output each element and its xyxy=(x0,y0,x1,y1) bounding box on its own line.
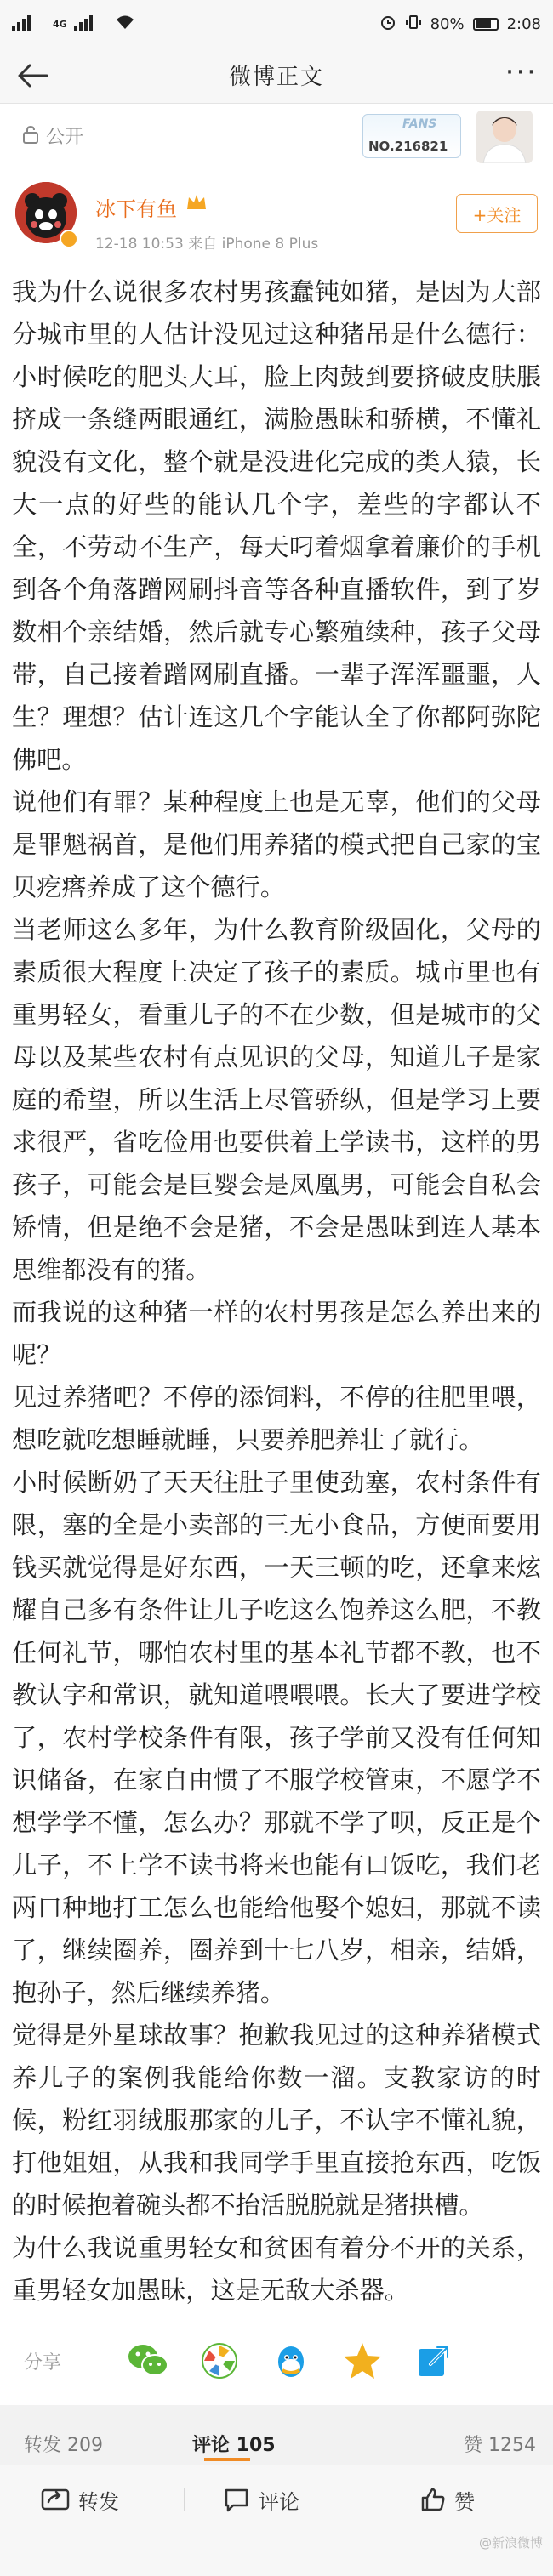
tab-like[interactable]: 赞 1254 xyxy=(464,2435,536,2456)
back-arrow-icon xyxy=(16,63,50,88)
article-paragraph: 觉得是外星球故事？抱歉我见过的这种养猪模式养儿子的案例我能给你数一溜。支教家访的时候，粉红羽绒服那家的儿子，不认字不懂礼貌，打他姐姐，从我和我同学手里直接抢东西，吃饭的时候抱着碗头都不抬活脱脱就是猪拱槽。 xyxy=(12,2021,541,2220)
article-paragraph: 见过养猪吧？不停的添饲料，不停的往肥里喂，想吃就吃想睡就睡，只要养肥养壮了就行。 xyxy=(12,1383,541,1454)
comment-button[interactable] xyxy=(223,2484,299,2515)
share-label: 分享 xyxy=(24,2351,62,2374)
article-paragraph: 我为什么说很多农村男孩蠢钝如猪，是因为大部分城市里的人估计没见过这种猪吊是什么德行：小时候吃的肥头大耳，脸上肉鼓到要挤破皮肤脹挤成一条缝两眼通红，满脸愚昧和骄横，不懂礼貌没有文化，整个就是没进化完成的类人猿，长大一点的好些的能认几个字，差些的字都认不全，不劳动不生产，每天叼着烟拿着廉价的手机到各个角落蹭网刷抖音等各种直播软件，到了岁数相个亲结婚，然后就专心繁殖续种，孩子父母带，自己接着蹭网刷直播。一辈子浑浑噩噩，人生？理想？估计连这几个字能认全了你都阿弥陀佛吧。 xyxy=(12,277,541,774)
repost-label: 转发 xyxy=(78,2489,119,2514)
status-bar-right xyxy=(379,14,541,35)
share-more-button[interactable] xyxy=(398,2335,470,2386)
verified-badge-icon xyxy=(60,230,78,252)
article-paragraph: 当老师这么多年，为什么教育阶级固化，父母的素质很大程度上决定了孩子的素质。城市里也有重男轻女，看重儿子的不在少数，但是城市的父母以及某些农村有点见识的父母，知道儿子是家庭的希望，所以生活上尽管骄纵，但是学习上要求很严，省吃俭用也要供着上学读书，这样的男孩子，可能会是巨婴会是凤凰男，可能会自私会矫情，但是绝不会是猪，不会是愚昧到连人基本思维都没有的猪。 xyxy=(12,915,541,1284)
network-type-label: 4G xyxy=(53,18,67,30)
bottom-action-bar xyxy=(0,2465,553,2576)
tab-repost[interactable]: 转发 209 xyxy=(24,2435,103,2456)
like-button[interactable] xyxy=(420,2484,475,2515)
fans-badge[interactable] xyxy=(362,114,461,158)
article-paragraph: 小时候断奶了天天往肚子里使劲塞，农村条件有限，塞的全是小卖部的三无小食品，方便面要用钱买就觉得是好东西，一天三顿的吃，还拿来炫耀自己多有条件让儿子吃这么饱养这么肥，不教任何礼节，哪怕农村里的基本礼节都不教，也不教认字和常识，就知道喂喂喂。长大了要进学校了，农村学校条件有限，孩子学前又没有任何知识储备，在家自由惯了不服学校管束，不愿学不想学学不懂，怎么办？那就不学了呗，反正是个儿子，不上学不读书将来也能有口饭吃，我们老两口种地打工怎么也能给他娶个媳妇，那就不读了，继续圈养，圈养到十七八岁，相亲，结婚，抱孙子，然后继续养猪。 xyxy=(12,1468,541,2007)
repost-icon xyxy=(41,2487,70,2512)
interaction-tabs xyxy=(0,2405,553,2465)
like-label: 赞 xyxy=(454,2489,475,2514)
back-button[interactable] xyxy=(15,60,51,91)
moments-share-button[interactable] xyxy=(184,2335,255,2386)
article-paragraph: 为什么我说重男轻女和贫困有着分不开的关系，重男轻女加愚昧，这是无敌大杀器。 xyxy=(12,2233,541,2305)
article-paragraph: 而我说的这种猪一样的农村男孩是怎么养出来的呢？ xyxy=(12,1298,541,1369)
lock-icon xyxy=(22,125,39,147)
watermark: @新浪微博 xyxy=(478,2535,543,2550)
comment-label: 评论 xyxy=(259,2489,299,2514)
visibility-label: 公开 xyxy=(46,127,84,148)
visibility-bar xyxy=(0,104,553,168)
fans-badge-title: FANS xyxy=(402,117,437,131)
member-crown-icon xyxy=(185,192,208,213)
author-row xyxy=(0,168,553,267)
divider xyxy=(184,2488,185,2511)
article-body xyxy=(12,270,541,2312)
nav-bar xyxy=(0,48,553,104)
alarm-icon xyxy=(379,14,396,35)
signal-icon xyxy=(12,14,46,35)
fans-badge-avatar xyxy=(476,111,533,163)
follow-button[interactable]: +关注 xyxy=(456,194,538,233)
article-paragraph: 说他们有罪？某种程度上也是无辜，他们的父母是罪魁祸首，是他们用养猪的模式把自己家的宝贝疙瘩养成了这个德行。 xyxy=(12,788,541,901)
fans-badge-number: NO.216821 xyxy=(368,139,448,154)
vibrate-icon xyxy=(405,14,422,35)
qq-share-button[interactable] xyxy=(255,2335,327,2386)
repost-button[interactable] xyxy=(41,2484,119,2515)
battery-icon xyxy=(473,18,499,31)
moments-icon xyxy=(201,2342,238,2380)
author-name[interactable]: 冰下有鱼 xyxy=(95,197,177,221)
page-title: 微博正文 xyxy=(228,65,324,90)
favorite-button[interactable] xyxy=(327,2335,398,2386)
status-bar xyxy=(0,0,553,48)
qq-icon xyxy=(272,2341,310,2380)
active-tab-indicator xyxy=(204,2458,250,2461)
star-icon xyxy=(342,2341,383,2380)
wechat-share-button[interactable] xyxy=(112,2335,184,2386)
more-options-button[interactable]: ··· xyxy=(505,55,538,89)
share-external-icon xyxy=(415,2342,453,2380)
share-bar xyxy=(0,2327,553,2395)
wechat-icon xyxy=(126,2341,170,2380)
tab-comment[interactable]: 评论 105 xyxy=(192,2435,276,2456)
status-bar-left xyxy=(12,14,135,35)
signal-icon-secondary xyxy=(74,14,108,35)
thumbs-up-icon xyxy=(420,2487,446,2512)
comment-icon xyxy=(223,2487,250,2512)
wifi-icon xyxy=(115,14,135,35)
clock-time: 2:08 xyxy=(506,14,541,33)
post-meta: 12-18 10:53 来自 iPhone 8 Plus xyxy=(95,236,319,253)
battery-percent: 80% xyxy=(430,14,465,33)
